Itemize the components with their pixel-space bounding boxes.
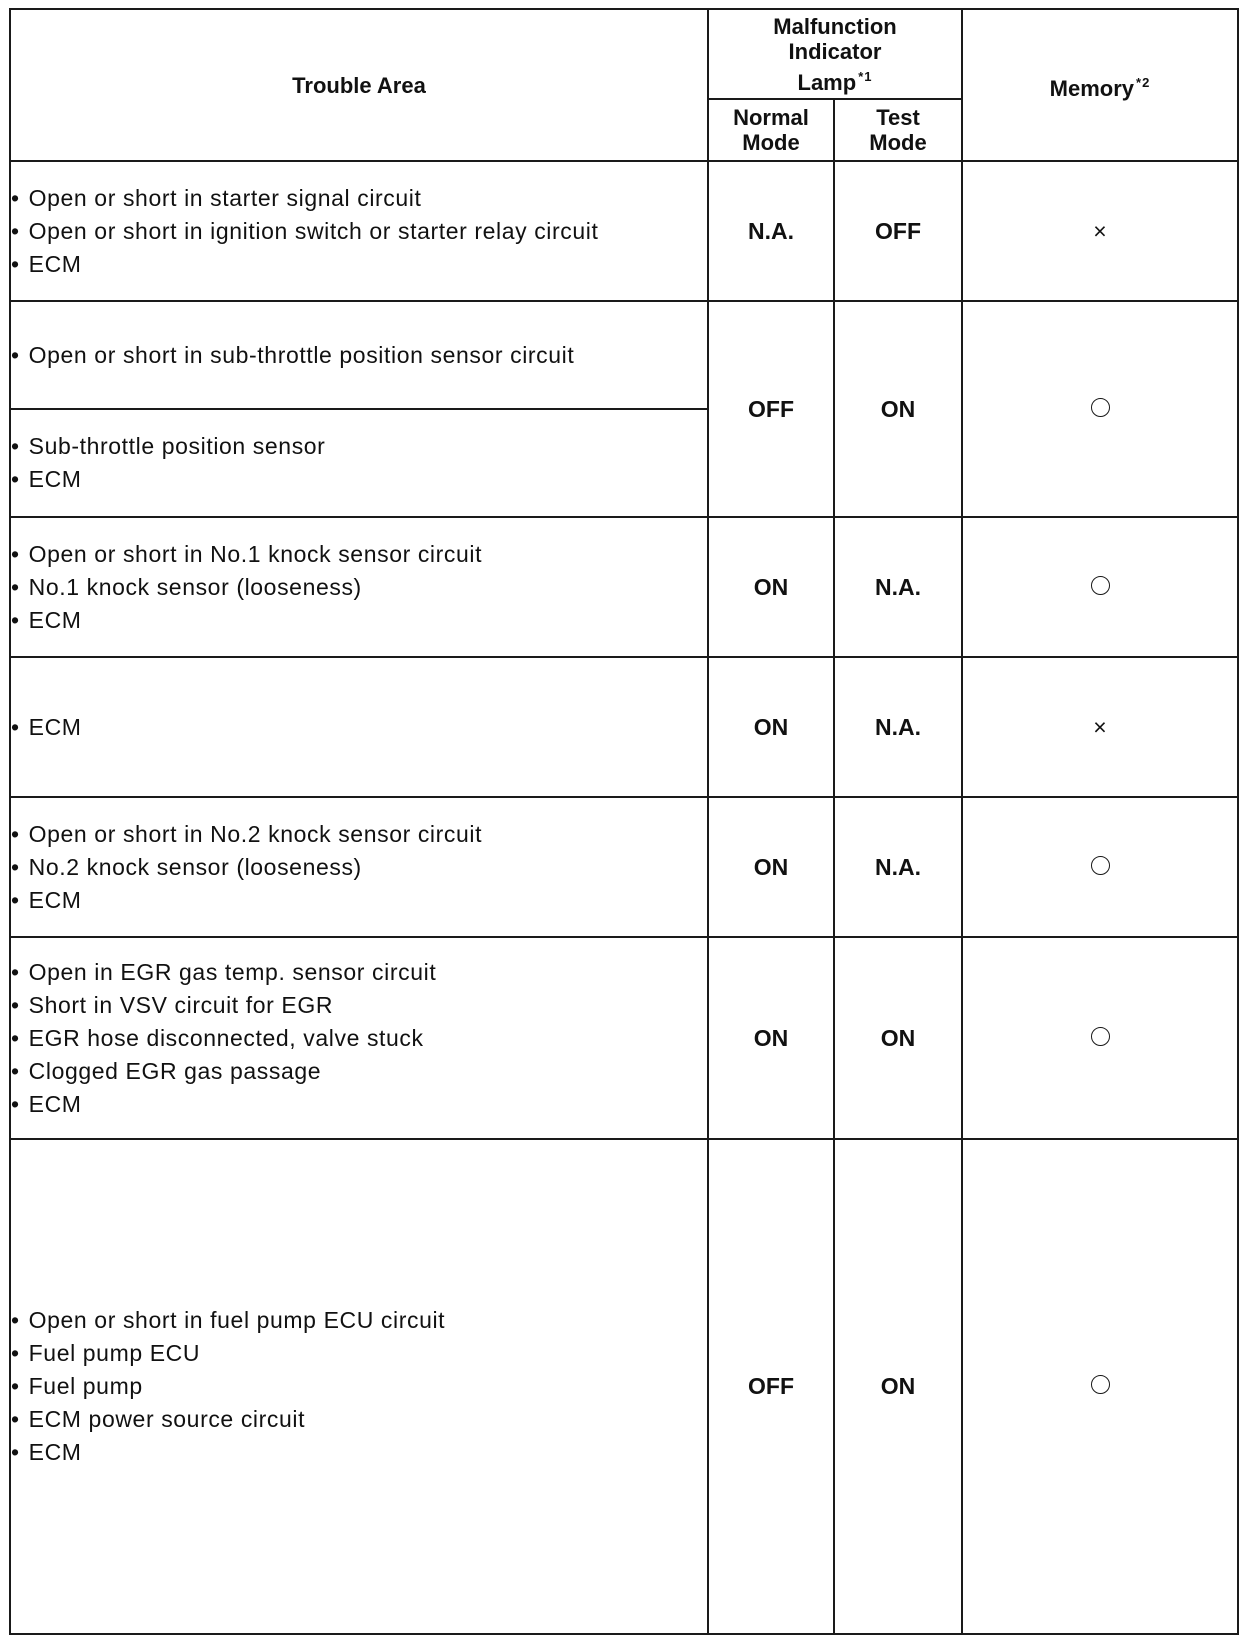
table-row [10,301,1238,409]
memory-cell [962,797,1238,937]
memory-cell [962,161,1238,301]
cross-icon: × [1093,713,1107,740]
memory-cell [962,517,1238,657]
circle-icon [1091,1375,1110,1394]
test-mode-cell: OFF [834,161,962,301]
normal-mode-cell: OFF [708,1139,834,1634]
circle-icon [1091,856,1110,875]
test-mode-cell: ON [834,1139,962,1634]
diagnosis-table-sheet [9,8,1237,1635]
normal-mode-cell: N.A. [708,161,834,301]
normal-mode-cell: ON [708,657,834,797]
memory-header: Memory $^{*2}$ [962,9,1238,161]
memory-cell [962,1139,1238,1634]
test-mode-cell: N.A. [834,797,962,937]
trouble-area-cell: • Open in EGR gas temp. sensor circuit • Short in VSV circuit for EGR • EGR hose disconnected, valve stuck • Clogged EGR gas passage • ECM [10,937,708,1139]
circle-icon [1091,1027,1110,1046]
test-mode-cell: ON [834,301,962,517]
table-row [10,797,1238,937]
header-row-1 [10,9,1238,99]
trouble-area-cell: • Open or short in No.2 knock sensor circuit • No.2 knock sensor (looseness) • ECM [10,797,708,937]
trouble-area-cell: • Open or short in starter signal circuit • Open or short in ignition switch or starter relay circuit • ECM [10,161,708,301]
test-mode-cell: ON [834,937,962,1139]
memory-cell [962,301,1238,517]
normal-mode-header: Normal Mode [708,99,834,161]
mil-header: Malfunction Indicator Lamp $^{*1}$ [708,9,962,99]
circle-icon [1091,576,1110,595]
table-row [10,517,1238,657]
trouble-area-cell: • Sub-throttle position sensor • ECM [10,409,708,517]
trouble-area-cell: • ECM [10,657,708,797]
memory-cell [962,937,1238,1139]
table-row [10,937,1238,1139]
table-row [10,161,1238,301]
trouble-area-header: Trouble Area [10,9,708,161]
circle-icon [1091,398,1110,417]
test-mode-cell: N.A. [834,517,962,657]
test-mode-header: Test Mode [834,99,962,161]
normal-mode-cell: OFF [708,301,834,517]
trouble-area-cell: • Open or short in sub-throttle position sensor circuit [10,301,708,409]
trouble-area-cell: • Open or short in fuel pump ECU circuit • Fuel pump ECU • Fuel pump • ECM power source circuit • ECM [10,1139,708,1634]
trouble-area-cell: • Open or short in No.1 knock sensor circuit • No.1 knock sensor (looseness) • ECM [10,517,708,657]
normal-mode-cell: ON [708,937,834,1139]
table-row [10,1139,1238,1634]
cross-icon: × [1093,217,1107,244]
diagnosis-table [9,8,1239,1635]
test-mode-cell: N.A. [834,657,962,797]
normal-mode-cell: ON [708,797,834,937]
normal-mode-cell: ON [708,517,834,657]
memory-cell [962,657,1238,797]
table-row [10,657,1238,797]
